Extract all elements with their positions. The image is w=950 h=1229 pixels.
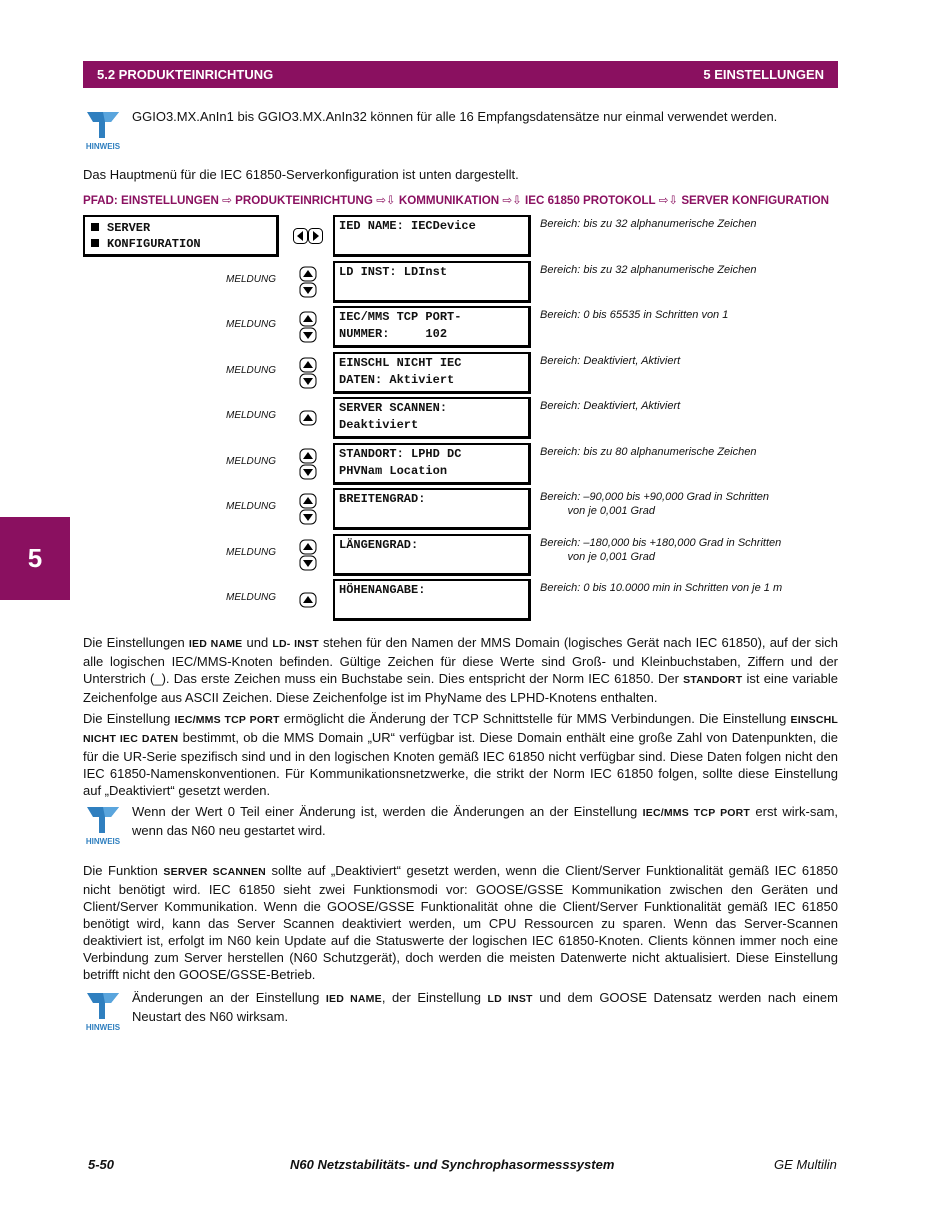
message-row [0, 306, 950, 348]
hinweis-label: HINWEIS [85, 837, 121, 846]
note-2-text: Wenn der Wert 0 Teil einer Änderung ist, werden die Änderungen an der Einstellung IEC/MMS TCP PORT erst wirk-sam, wenn das N60 neu gestartet wird. [132, 804, 839, 838]
range-value: 0 bis 10.0000 min in Schritten von je 1 m [583, 582, 783, 594]
message-row [0, 352, 950, 394]
up-down-arrows-icon [299, 311, 317, 343]
range-value: bis zu 32 alphanumerische Zeichen [583, 218, 757, 230]
range-value: –180,000 bis +180,000 Grad in Schritten von je 0,001 Grad [567, 537, 782, 563]
hinweis-icon [83, 989, 125, 1033]
message-row [0, 443, 950, 485]
message-row [0, 397, 950, 439]
range-value: –90,000 bis +90,000 Grad in Schritten von je 0,001 Grad [567, 491, 770, 517]
paragraph-1: Die Einstellungen IED NAME und LD- INST stehen für den Namen der MMS Domain (logisches Gerät nach IEC 61850), auf der sich alle logischen IEC/MMS-Knoten befinden. Gültige Zeichen für diese Werte sind Groß- und Kleinbuchstaben, Ziffern und der Unterstrich (_). Das erste Zeichen muss ein Buchstabe sein. Dies entspricht der Norm IEC 61850. Der STANDORT ist eine variable Zeichenfolge aus ASCII Zeichen. Diese Zeichenfolge ist im PhyName des LPHD-Knotens enthalten. [83, 635, 838, 705]
section-header-bar [83, 61, 838, 88]
menu-line-2: KONFIGURATION [107, 237, 201, 251]
menu-path: PFAD: EINSTELLUNGEN ⇨ PRODUKTEINRICHTUNG ⇨⇩ KOMMUNIKATION ⇨⇩ IEC 61850 PROTOKOLL ⇨⇩ SERVER KONFIGURATION [83, 194, 830, 207]
up-down-arrows-icon [299, 448, 317, 480]
message-label: MELDUNG [226, 456, 277, 467]
note-3-text: Änderungen an der Einstellung IED NAME, der Einstellung LD INST und dem GOOSE Datensatz werden nach einem Neustart des N60 wirksam. [132, 990, 838, 1024]
chapter-title: 5 EINSTELLUNGEN [703, 67, 824, 82]
range-label: Bereich: [540, 491, 581, 503]
message-row [0, 261, 950, 303]
range-label: Bereich: [540, 218, 581, 230]
setting-display: LD INST: LDInst [333, 261, 531, 303]
up-arrow-icon [299, 402, 317, 434]
hinweis-label: HINWEIS [85, 1023, 121, 1032]
range-label: Bereich: [540, 309, 581, 321]
note-3 [83, 989, 838, 1037]
footer-page-number: 5-50 [88, 1157, 115, 1172]
message-label: MELDUNG [226, 365, 277, 376]
message-row [0, 488, 950, 530]
path-step-3: KOMMUNIKATION [398, 194, 500, 207]
range-value: bis zu 80 alphanumerische Zeichen [583, 446, 757, 458]
up-down-arrows-icon [299, 539, 317, 571]
setting-display: IED NAME: IECDevice [333, 215, 531, 257]
path-step-1: PFAD: EINSTELLUNGEN [83, 194, 219, 207]
path-step-4: IEC 61850 PROTOKOLL [525, 194, 656, 207]
setting-range [540, 217, 756, 231]
footer-company: GE Multilin [774, 1157, 837, 1172]
range-label: Bereich: [540, 446, 581, 458]
range-value: bis zu 32 alphanumerische Zeichen [583, 264, 757, 276]
message-row [0, 534, 950, 576]
hinweis-label: HINWEIS [85, 142, 121, 151]
path-step-2: PRODUKTEINRICHTUNG [235, 194, 373, 207]
message-row [0, 579, 950, 621]
message-label: MELDUNG [226, 274, 277, 285]
setting-display: STANDORT: LPHD DC PHVNam Location [333, 443, 531, 485]
message-label: MELDUNG [226, 592, 277, 603]
hinweis-icon [83, 108, 125, 152]
setting-display: BREITENGRAD: [333, 488, 531, 530]
setting-display: EINSCHL NICHT IEC DATEN: Aktiviert [333, 352, 531, 394]
chapter-tab: 5 [0, 517, 70, 600]
footer-title: N60 Netzstabilitäts- und Synchrophasormesssystem [290, 1157, 615, 1172]
up-down-arrows-icon [299, 493, 317, 525]
range-value: 0 bis 65535 in Schritten von 1 [583, 309, 729, 321]
range-label: Bereich: [540, 537, 581, 549]
hinweis-icon [83, 803, 125, 847]
message-label: MELDUNG [226, 319, 277, 330]
range-label: Bereich: [540, 355, 581, 367]
up-down-arrows-icon [299, 266, 317, 298]
note-1-text: GGIO3.MX.AnIn1 bis GGIO3.MX.AnIn32 können für alle 16 Empfangsdatensätze nur einmal verwendet werden. [132, 109, 778, 124]
menu-line-1: SERVER [107, 221, 151, 235]
note-2 [83, 803, 838, 851]
message-label: MELDUNG [226, 501, 277, 512]
section-title: 5.2 PRODUKTEINRICHTUNG [97, 67, 274, 82]
note-1 [83, 108, 838, 152]
message-label: MELDUNG [226, 547, 277, 558]
setting-display: HÖHENANGABE: [333, 579, 531, 621]
up-down-arrows-icon [299, 357, 317, 389]
paragraph-2: Die Einstellung IEC/MMS TCP PORT ermöglicht die Änderung der TCP Schnittstelle für MMS Verbindungen. Die Einstellung EINSCHL NICHT IEC DATEN bestimmt, ob die MMS Domain „UR“ verfügbar ist. Diese Domain enthält eine große Zahl von Datenpunkten, die für die UR-Serie spezifisch sind und in den logischen Knoten gemäß IEC 61850 nicht verfügbar sind. Diese Daten folgen nicht den IEC 61850-Namenskonventionen. Für Kommunikationsnetzwerke, die strikt der Norm IEC 61850 folgen, sollte diese Einstellung auf „Deaktiviert“ gesetzt werden. [83, 711, 839, 798]
setting-display: IEC/MMS TCP PORT- NUMMER: 102 [333, 306, 531, 348]
intro-text: Das Hauptmenü für die IEC 61850-Serverkonfiguration ist unten dargestellt. [83, 167, 519, 182]
message-label: MELDUNG [226, 410, 277, 421]
range-label: Bereich: [540, 264, 581, 276]
up-arrow-icon [299, 584, 317, 616]
range-value: Deaktiviert, Aktiviert [583, 355, 681, 367]
left-right-arrows-icon [293, 228, 323, 244]
range-label: Bereich: [540, 582, 581, 594]
server-config-menu-box [83, 215, 279, 257]
setting-display: SERVER SCANNEN: Deaktiviert [333, 397, 531, 439]
range-value: Deaktiviert, Aktiviert [583, 400, 681, 412]
path-step-5: SERVER KONFIGURATION [681, 194, 830, 207]
setting-display: LÄNGENGRAD: [333, 534, 531, 576]
paragraph-3: Die Funktion SERVER SCANNEN sollte auf „Deaktiviert“ gesetzt werden, wenn die Client/Server Funktionalität gemäß IEC 61850 nicht benötigt wird. IEC 61850 sieht zwei Funktionsmodi vor: GOOSE/GSSE Kommunikation zwischen den Geräten und Client/Server Kommunikation. Wenn die GOOSE/GSSE Funktionalität ohne die Client/Server Funktionalität gemäß IEC 61850 benötigt wird, kann das Server Scannen deaktiviert werden, um CPU Ressourcen zu sparen. Wenn das Server-Scannen deaktiviert ist, erfolgt im N60 kein Update auf die Statuswerte der logischen IEC 61850-Knoten. Clients können immer noch eine Verbindung zum Server herstellen (N60 Schutzgerät), doch werden die meisten Datenwerte nicht aktualisiert. Diese Einstellung betrifft nicht den GOOSE/GSSE-Betrieb. [83, 863, 838, 982]
range-label: Bereich: [540, 400, 581, 412]
